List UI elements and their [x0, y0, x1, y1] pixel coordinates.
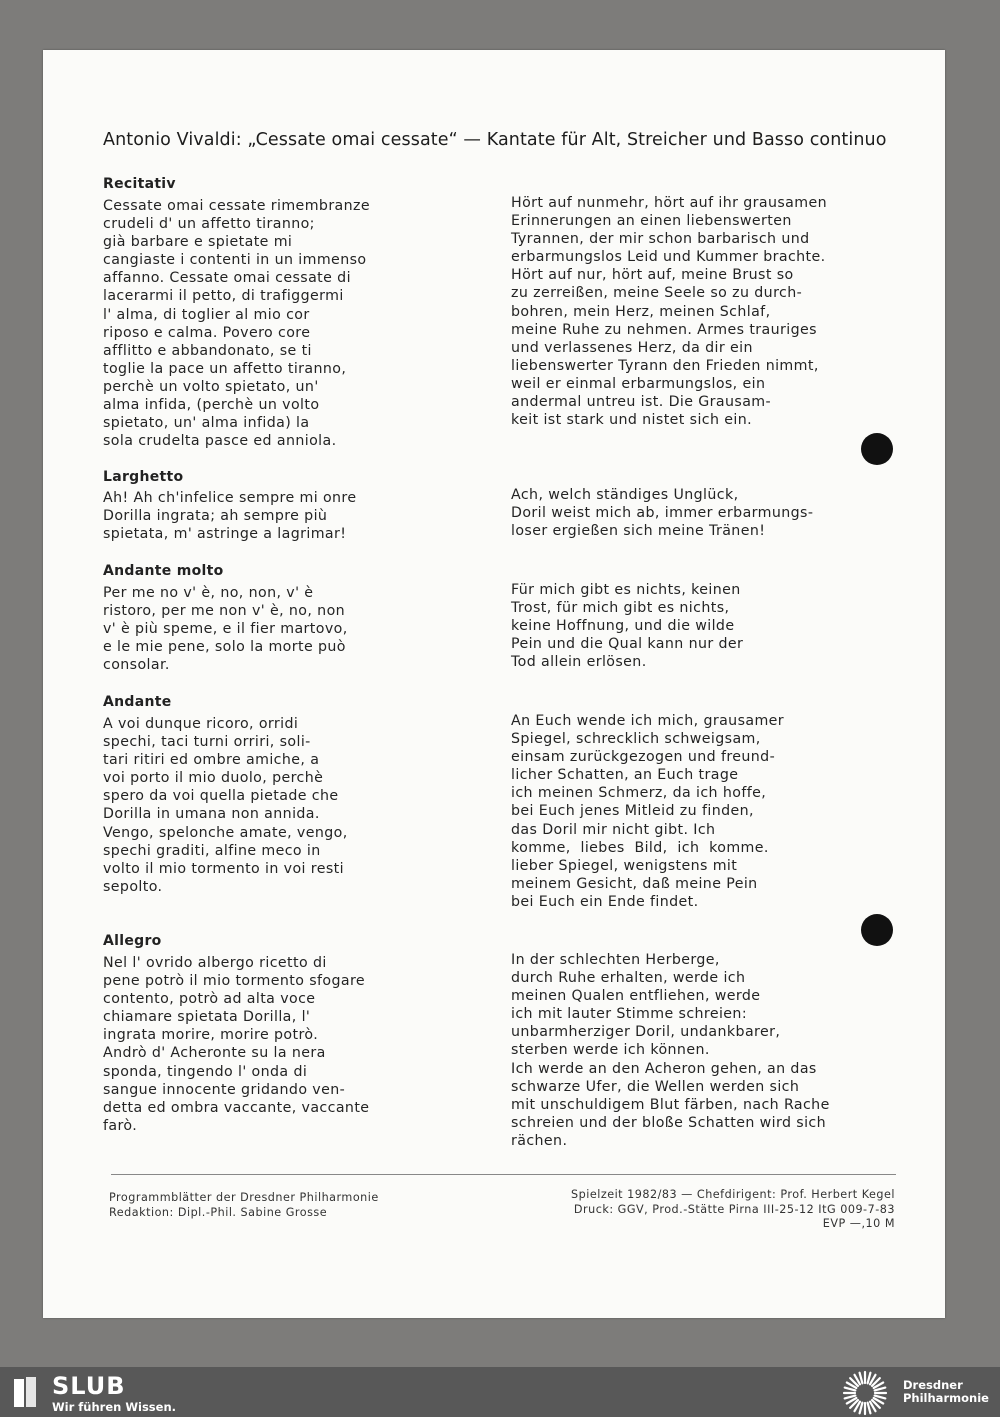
viewer-footer-bar: [0, 1367, 1000, 1417]
slub-brand: SLUB: [52, 1372, 126, 1400]
andante-italian-text: A voi dunque ricoro, orridi spechi, taci turni orriri, soli- tari ritiri ed ombre amiche, a voi porto il mio duolo, perchè spero da voi quella pietade che Dorilla in umana non annida. Vengo, spelonche amate, vengo, spechi graditi, alfine meco in volto il mio tormento in voi resti sepolto.: [103, 716, 348, 895]
logo-ray: [875, 1396, 886, 1399]
program-credits: Programmblätter der Dresdner Philharmonie Redaktion: Dipl.-Phil. Sabine Grosse: [109, 1191, 379, 1219]
andante-molto-german-text: Für mich gibt es nichts, keinen Trost, für mich gibt es nichts, keine Hoffnung, und die wilde Pein und die Qual kann nur der Tod allein erlösen.: [511, 582, 744, 671]
allegro-italian-text: Nel l' ovrido albergo ricetto di pene potrò il mio tormento sfogare contento, potrò ad alta voce chiamare spietata Dorilla, l' ingrata morire, morire potrò. Andrò d' Acheronte su la nera sponda, tingendo l' onda di sangue innocente gridando ven- detta ed ombra vaccante, vaccante farò.: [103, 955, 370, 1134]
section-heading-andante: Andante: [103, 694, 172, 710]
section-heading-larghetto: Larghetto: [103, 469, 184, 485]
logo-ray: [860, 1403, 863, 1414]
allegro-german-text: In der schlechten Herberge, durch Ruhe erhalten, werde ich meinen Qualen entfliehen, werde ich mit lauter Stimme schreien: unbarmherziger Doril, undankbarer, sterben werde ich können. Ich werde an den Acheron gehen, an das schwarze Ufer, die Wellen werden sich mit unschuldigem Blut färben, nach Rache schreien und der bloße Schatten wird sich rächen.: [511, 952, 830, 1149]
punch-hole-bottom: [861, 914, 893, 946]
section-heading-allegro: Allegro: [103, 933, 162, 949]
philharmonie-name: Dresdner Philharmonie: [903, 1378, 989, 1405]
andante-molto-italian-text: Per me no v' è, no, non, v' è ristoro, per me non v' è, no, non v' è più speme, e il fier martovo, e le mie pene, solo la morte può consolar.: [103, 585, 348, 674]
slub-tagline: Wir führen Wissen.: [52, 1400, 177, 1414]
logo-ray: [868, 1373, 871, 1384]
recitativ-german-text: Hört auf nunmehr, hört auf ihr grausamen Erinnerungen an einen liebenswerten Tyrannen, der mir schon barbarisch und erbarmungslos Leid und Kummer brachte. Hört auf nur, hört auf, meine Brust so zu zerreißen, meine Seele so zu durch- bohren, mein Herz, meinen Schlaf, meine Ruhe zu nehmen. Armes trauriges und verlassenes Herz, da dir ein liebenswerter Tyrann den Frieden nimmt, weil er einmal erbarmungslos, ein andermal untreu ist. Die Grausam- keit ist stark und nistet sich ein.: [511, 195, 828, 429]
larghetto-italian-text: Ah! Ah ch'infelice sempre mi onre Dorilla ingrata; ah sempre più spietata, m' astringe a lagrimar!: [103, 490, 357, 543]
logo-ray: [875, 1388, 886, 1391]
logo-ray: [868, 1403, 871, 1414]
logo-ray: [845, 1388, 856, 1391]
recitativ-italian-text: Cessate omai cessate rimembranze crudeli d' un affetto tiranno; già barbare e spietate mi cangiaste i contenti in un immenso affanno. Cessate omai cessate di lacerarmi il petto, di trafiggermi l' alma, di toglier al mio cor riposo e calma. Povero core afflitto e abbandonato, se ti toglie la pace un affetto tiranno, perchè un volto spietato, un' alma infida, (perchè un volto spietato, un' alma infida) la sola crudelta pasce ed anniola.: [103, 198, 371, 450]
philharmonie-logo-icon: [842, 1370, 888, 1416]
section-heading-recitativ: Recitativ: [103, 176, 176, 192]
larghetto-german-text: Ach, welch ständiges Unglück, Doril weist mich ab, immer erbarmungs- loser ergießen sich meine Tränen!: [511, 487, 814, 540]
print-info: Spielzeit 1982/83 — Chefdirigent: Prof. Herbert Kegel Druck: GGV, Prod.-Stätte Pirna III-25-12 ItG 009-7-83 EVP —,10 M: [571, 1188, 895, 1230]
section-heading-andante-molto: Andante molto: [103, 563, 224, 579]
logo-ray: [845, 1396, 856, 1399]
punch-hole-top: [861, 433, 893, 465]
slub-logo-icon: [12, 1375, 38, 1409]
andante-german-text: An Euch wende ich mich, grausamer Spiegel, schrecklich schweigsam, einsam zurückgezogen und freund- licher Schatten, an Euch trage ich meinen Schmerz, da ich hoffe, bei Euch jenes Mitleid zu finden, das Doril mir nicht gibt. Ich komme, liebes Bild, ich komme. lieber Spiegel, wenigstens mit meinem Gesicht, daß meine Pein bei Euch ein Ende findet.: [511, 713, 785, 910]
document-page: [43, 50, 945, 1318]
footer-divider: [111, 1174, 896, 1175]
logo-ray: [860, 1373, 863, 1384]
page-title: Antonio Vivaldi: „Cessate omai cessate“ — Kantate für Alt, Streicher und Basso continuo: [103, 130, 887, 150]
